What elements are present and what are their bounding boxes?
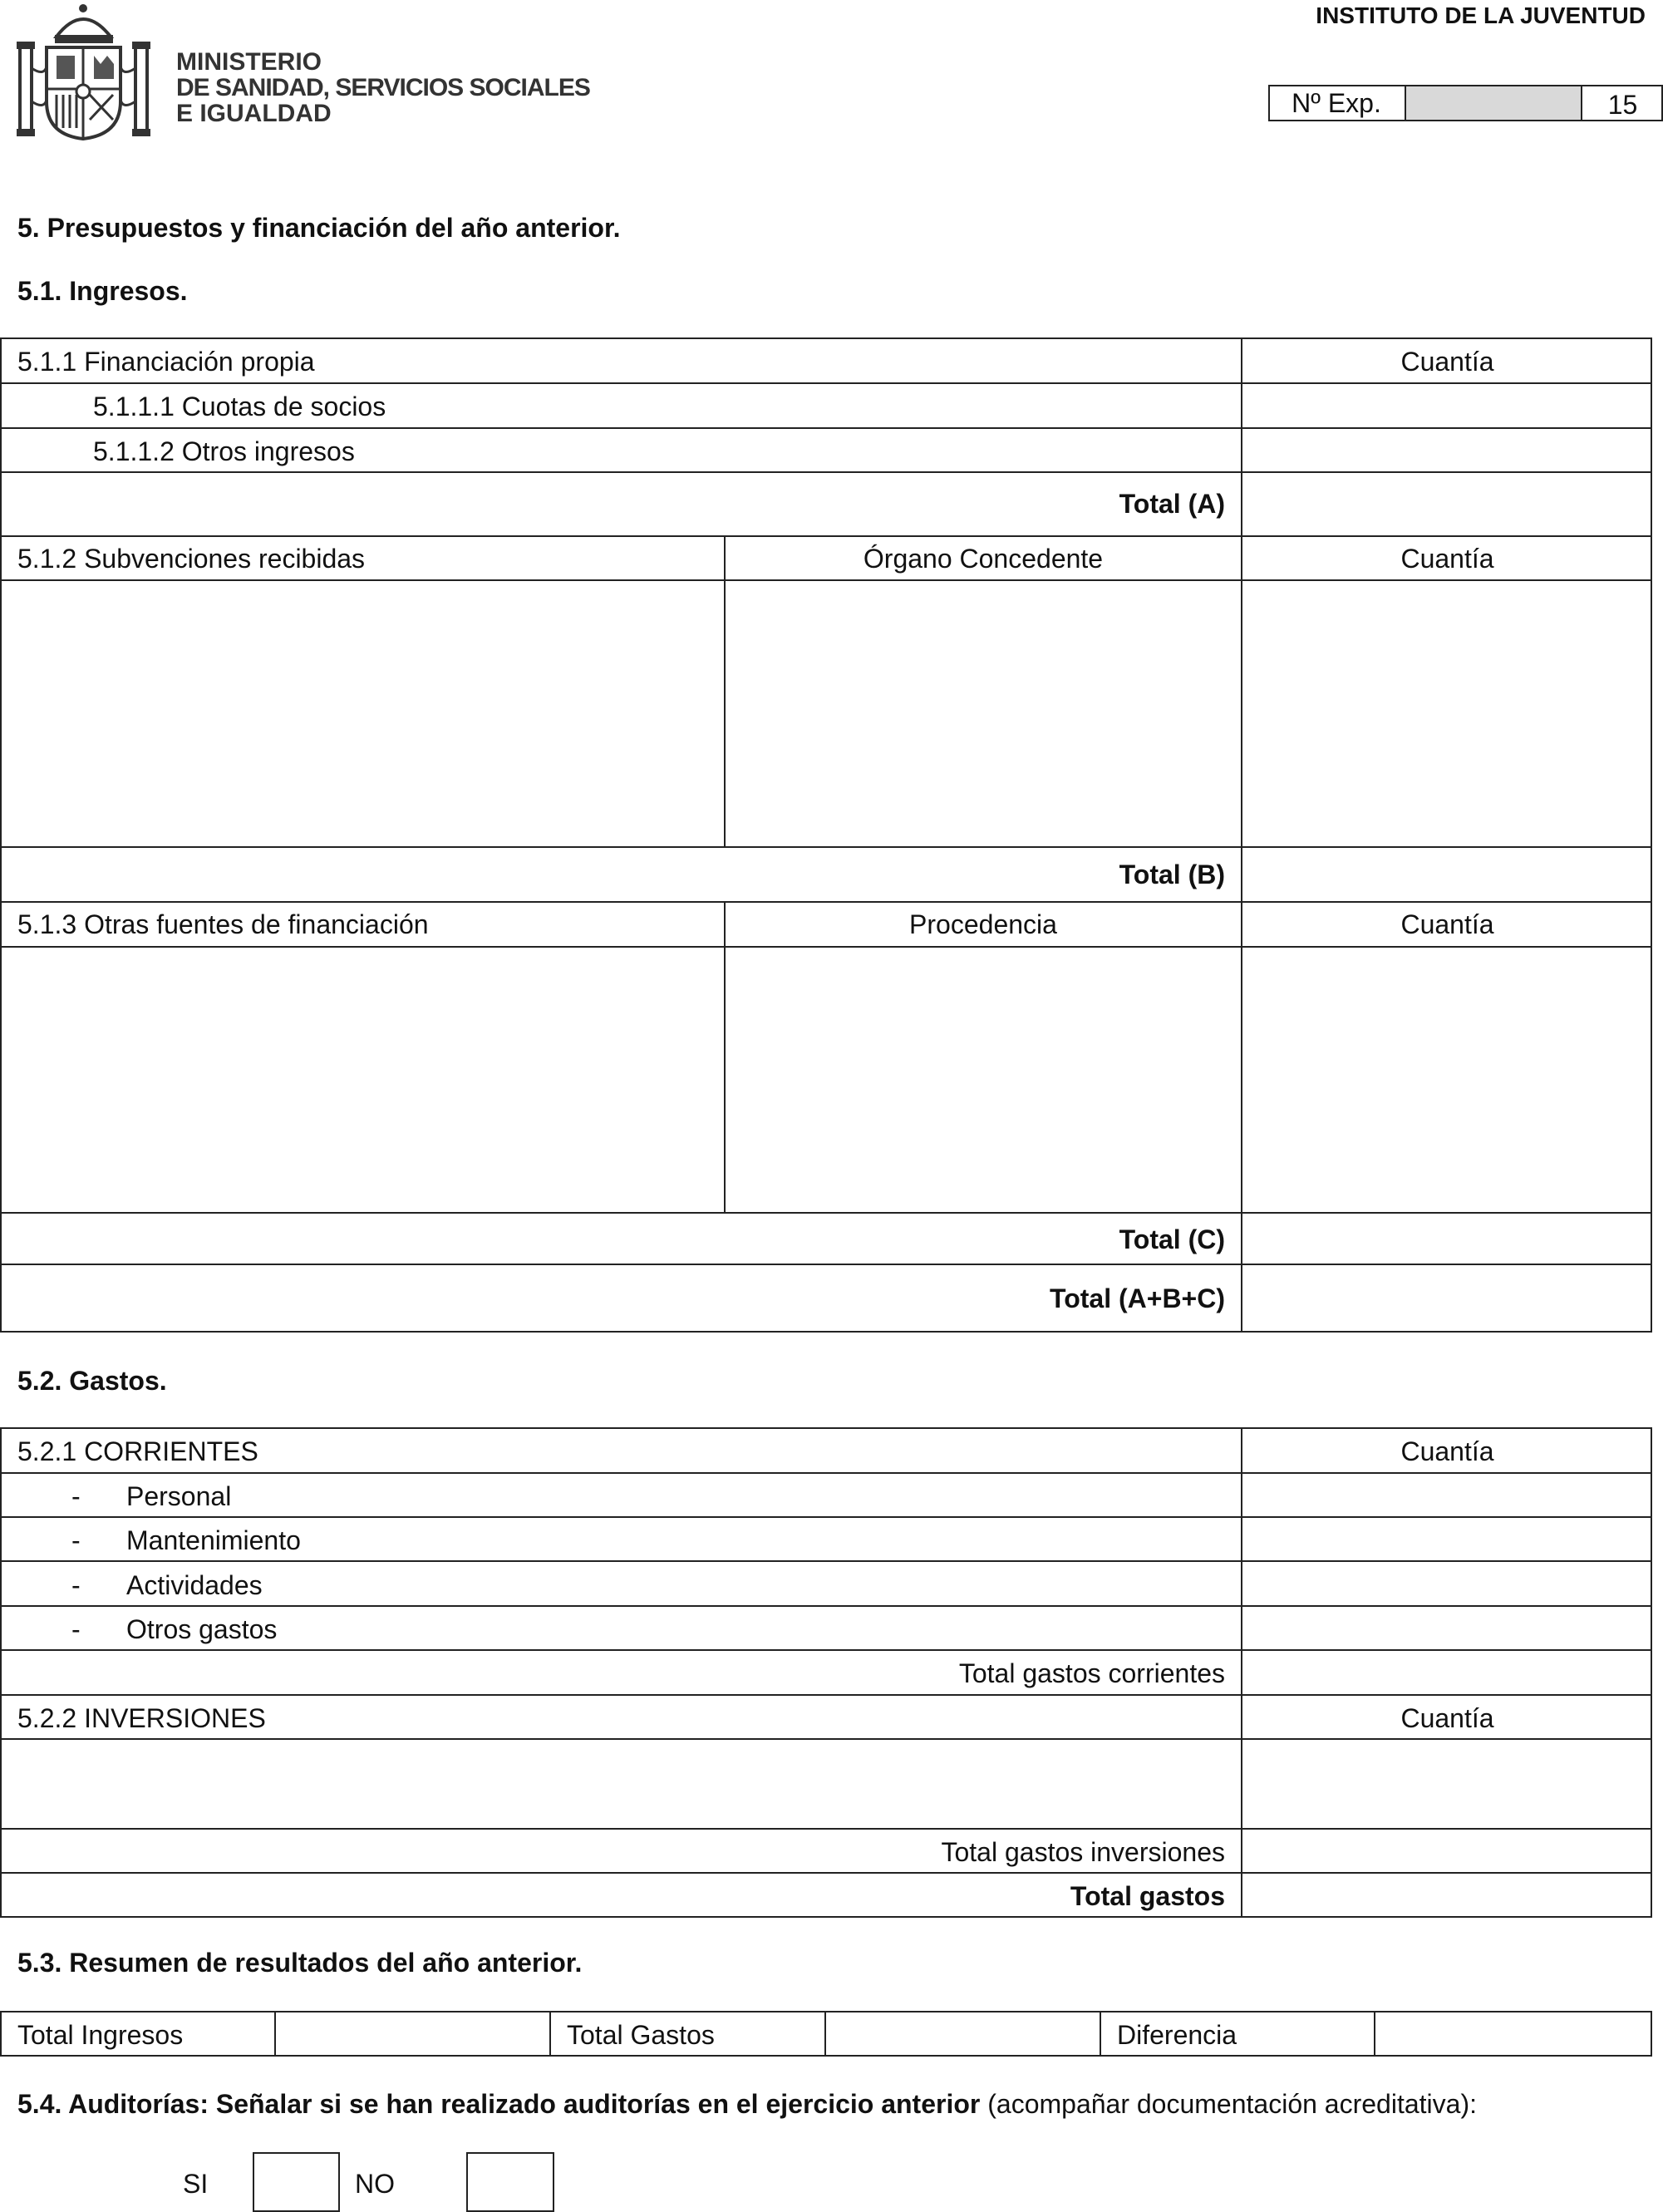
- cuantia-col-divider: [1241, 337, 1242, 1333]
- total-inversiones-amount-input[interactable]: [1244, 1831, 1650, 1870]
- row-line: [0, 946, 1652, 948]
- gasto-personal: Personal: [126, 1481, 232, 1511]
- total-ingresos-input[interactable]: [278, 2014, 548, 2053]
- gasto-otros: Otros gastos: [126, 1614, 278, 1644]
- total-corrientes-amount-input[interactable]: [1244, 1653, 1650, 1692]
- row-line: [0, 1264, 1652, 1265]
- diferencia-input[interactable]: [1377, 2014, 1650, 2053]
- otras-fuentes-input[interactable]: [3, 949, 722, 1210]
- mantenimiento-amount-input[interactable]: [1244, 1520, 1650, 1559]
- total-c-label: Total (C): [1119, 1224, 1225, 1254]
- gastos-title: 5.2. Gastos.: [17, 1366, 167, 1396]
- no-label: NO: [355, 2169, 395, 2199]
- ingresos-title: 5.1. Ingresos.: [17, 276, 188, 306]
- otras-fuentes-amount-input[interactable]: [1244, 949, 1650, 1210]
- page-number: 15: [1607, 90, 1638, 120]
- row-line: [0, 846, 1652, 848]
- dash-3: -: [71, 1570, 81, 1600]
- inversiones-label: 5.2.2 INVERSIONES: [17, 1703, 266, 1733]
- ministry-line3: E IGUALDAD: [176, 100, 332, 127]
- section-title: 5. Presupuestos y financiación del año anterior.: [17, 213, 621, 243]
- gasto-actividades: Actividades: [126, 1570, 263, 1600]
- gastos-cuantia-divider: [1241, 1427, 1242, 1918]
- otros-ingresos-amount-input[interactable]: [1244, 431, 1650, 470]
- corrientes-label: 5.2.1 CORRIENTES: [17, 1436, 258, 1466]
- diferencia-label: Diferencia: [1117, 2020, 1237, 2050]
- cuantia-header-3: Cuantía: [1400, 909, 1494, 939]
- resumen-divider: [274, 2011, 276, 2057]
- total-a-amount-input[interactable]: [1244, 475, 1650, 534]
- personal-amount-input[interactable]: [1244, 1475, 1650, 1515]
- otros-ingresos-label: 5.1.1.2 Otros ingresos: [93, 436, 355, 466]
- resumen-divider: [549, 2011, 551, 2057]
- coat-of-arms-logo: [15, 2, 152, 141]
- ministry-line1: MINISTERIO: [176, 48, 322, 76]
- total-c-amount-input[interactable]: [1244, 1215, 1650, 1262]
- total-b-amount-input[interactable]: [1244, 850, 1650, 899]
- procedencia-input[interactable]: [727, 949, 1239, 1210]
- gasto-mantenimiento: Mantenimiento: [126, 1525, 301, 1555]
- exp-value-field[interactable]: [1406, 86, 1581, 120]
- resumen-divider: [824, 2011, 826, 2057]
- otros-gastos-amount-input[interactable]: [1244, 1609, 1650, 1648]
- row-line: [0, 1649, 1652, 1651]
- row-line: [0, 901, 1652, 903]
- row-line: [0, 471, 1652, 473]
- auditorias-line: [17, 2091, 1477, 2117]
- dash-2: -: [71, 1525, 81, 1555]
- si-checkbox[interactable]: [253, 2152, 340, 2212]
- total-b-label: Total (B): [1119, 860, 1225, 889]
- row-line: [0, 1212, 1652, 1214]
- cuotas-amount-input[interactable]: [1244, 386, 1650, 426]
- subvenciones-amount-input[interactable]: [1244, 583, 1650, 845]
- institute-name: INSTITUTO DE LA JUVENTUD: [1316, 2, 1646, 28]
- auditorias-normal: (acompañar documentación acreditativa):: [980, 2089, 1477, 2119]
- inversiones-amount-input[interactable]: [1244, 1742, 1650, 1826]
- auditorias-bold: 5.4. Auditorías: Señalar si se han realizado auditorías en el ejercicio anterior: [17, 2089, 981, 2119]
- row-line: [0, 1828, 1652, 1830]
- total-inversiones-label: Total gastos inversiones: [941, 1837, 1225, 1867]
- dash-1: -: [71, 1481, 81, 1511]
- subvenciones-input[interactable]: [3, 583, 722, 845]
- total-gastos-resumen-input[interactable]: [828, 2014, 1098, 2053]
- cuantia-header-2: Cuantía: [1400, 544, 1494, 574]
- inversiones-input[interactable]: [3, 1742, 1239, 1826]
- organo-header: Órgano Concedente: [863, 544, 1104, 574]
- total-corrientes-label: Total gastos corrientes: [958, 1658, 1225, 1688]
- organo-input[interactable]: [727, 583, 1239, 845]
- row-line: [0, 1694, 1652, 1696]
- si-label: SI: [183, 2169, 209, 2199]
- total-abc-label: Total (A+B+C): [1050, 1283, 1225, 1313]
- row-line: [0, 427, 1652, 429]
- organo-col-divider: [724, 537, 726, 848]
- total-abc-amount-input[interactable]: [1244, 1267, 1650, 1331]
- cuantia-header-1: Cuantía: [1400, 347, 1494, 377]
- no-checkbox[interactable]: [466, 2152, 554, 2212]
- resumen-divider: [1374, 2011, 1375, 2057]
- total-ingresos-label: Total Ingresos: [17, 2020, 184, 2050]
- row-line: [0, 1472, 1652, 1474]
- row-line: [0, 1605, 1652, 1607]
- dash-4: -: [71, 1614, 81, 1644]
- row-line: [0, 1872, 1652, 1874]
- total-a-label: Total (A): [1119, 489, 1225, 519]
- procedencia-col-divider: [724, 903, 726, 1214]
- cuotas-label: 5.1.1.1 Cuotas de socios: [93, 392, 386, 421]
- propia-label: 5.1.1 Financiación propia: [17, 347, 315, 377]
- ministry-line2: DE SANIDAD, SERVICIOS SOCIALES: [176, 74, 590, 101]
- total-gastos-label: Total gastos: [1070, 1881, 1225, 1911]
- cuantia-header-5: Cuantía: [1400, 1703, 1494, 1733]
- row-line: [0, 1738, 1652, 1740]
- row-line: [0, 535, 1652, 537]
- actividades-amount-input[interactable]: [1244, 1564, 1650, 1604]
- total-gastos-amount-input[interactable]: [1244, 1875, 1650, 1916]
- row-line: [0, 1516, 1652, 1518]
- total-gastos-cap-label: Total Gastos: [567, 2020, 715, 2050]
- otras-fuentes-label: 5.1.3 Otras fuentes de financiación: [17, 909, 429, 939]
- row-line: [0, 382, 1652, 384]
- subvenciones-label: 5.1.2 Subvenciones recibidas: [17, 544, 366, 574]
- cuantia-header-4: Cuantía: [1400, 1436, 1494, 1466]
- resumen-divider: [1100, 2011, 1101, 2057]
- row-line: [0, 579, 1652, 581]
- row-line: [0, 1560, 1652, 1562]
- procedencia-header: Procedencia: [909, 909, 1057, 939]
- resumen-title: 5.3. Resumen de resultados del año anterior.: [17, 1948, 583, 1978]
- exp-label: Nº Exp.: [1292, 88, 1381, 118]
